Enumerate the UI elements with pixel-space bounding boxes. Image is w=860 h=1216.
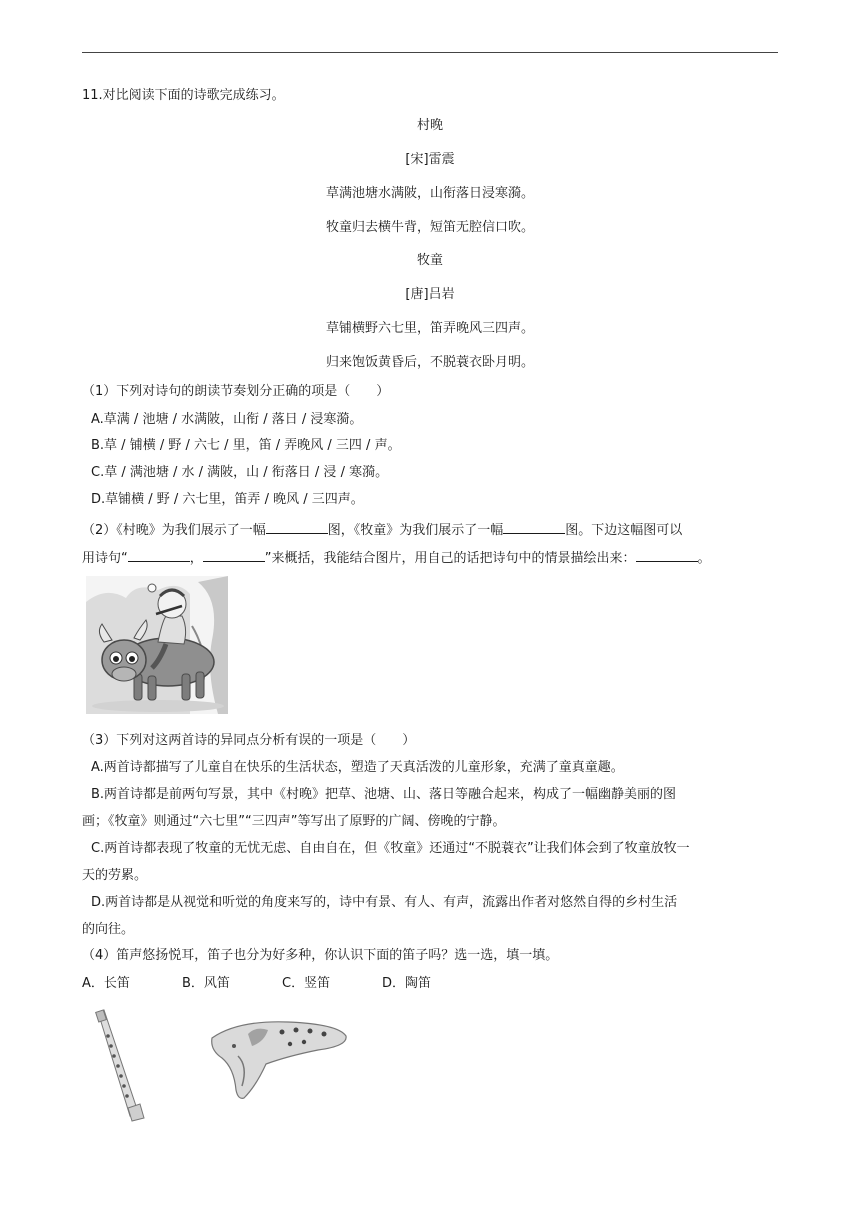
q2-text-7: 。 <box>697 551 711 566</box>
poem2-author: [唐]吕岩 <box>405 287 455 302</box>
q2-line1 <box>82 519 682 540</box>
q3-option-b-line1: B.两首诗都是前两句写景，其中《村晚》把草、池塘、山、落日等融合起来，构成了一幅幽静美丽的图 <box>91 787 677 802</box>
q4-option-d: D．陶笛 <box>382 976 432 991</box>
q3-option-c-line1: C.两首诗都表现了牧童的无忧无虑、自由自在，但《牧童》还通过“不脱蓑衣”让我们体会到了牧童放牧一 <box>91 841 690 856</box>
poem1-author: [宋]雷震 <box>405 152 455 167</box>
q2-text-4: 用诗句“ <box>82 551 128 566</box>
q3-option-d-line2: 的向往。 <box>82 922 135 937</box>
herd-boy-on-ox-illustration <box>86 576 228 714</box>
q4-option-c: C．竖笛 <box>282 976 331 991</box>
recorder-flute-image <box>90 1008 150 1122</box>
q2-text-3: 图。下边这幅图可以 <box>565 523 683 538</box>
q1-option-a: A.草满 / 池塘 / 水满陂，山衔 / 落日 / 浸寒漪。 <box>91 412 363 427</box>
q2-text-5: ， <box>189 551 203 566</box>
q2-text-6: ”来概括，我能结合图片，用自己的话把诗句中的情景描绘出来： <box>264 551 636 566</box>
q3-option-b-line2: 画；《牧童》则通过“六七里”“三四声”等写出了原野的广阔、傍晚的宁静。 <box>82 814 506 829</box>
q4-options <box>82 975 431 993</box>
q4-prompt: （4）笛声悠扬悦耳，笛子也分为好多种，你认识下面的笛子吗？选一选，填一填。 <box>82 948 559 963</box>
q1-option-c: C.草 / 满池塘 / 水 / 满陂，山 / 衔落日 / 浸 / 寒漪。 <box>91 465 389 480</box>
q4-option-a: A．长笛 <box>82 976 130 991</box>
poem1-title: 村晚 <box>416 118 443 133</box>
q1-option-b: B.草 / 铺横 / 野 / 六七 / 里，笛 / 弄晚风 / 三四 / 声。 <box>91 438 401 453</box>
q2-text-1: （2）《村晚》为我们展示了一幅 <box>82 523 266 538</box>
answer-blank[interactable] <box>266 519 328 534</box>
q1-option-d: D.草铺横 / 野 / 六七里，笛弄 / 晚风 / 三四声。 <box>91 492 364 507</box>
q1-prompt: （1）下列对诗句的朗读节奏划分正确的项是（ ） <box>82 384 390 399</box>
q3-option-a: A.两首诗都描写了儿童自在快乐的生活状态，塑造了天真活泼的儿童形象，充满了童真童趣。 <box>91 760 624 775</box>
question-stem: 11.对比阅读下面的诗歌完成练习。 <box>82 88 285 103</box>
header-rule <box>82 52 778 53</box>
q4-option-b: B．风笛 <box>182 976 230 991</box>
ocarina-image <box>208 1016 350 1102</box>
poem2-line1: 草铺横野六七里，笛弄晚风三四声。 <box>325 321 534 336</box>
poem2-title: 牧童 <box>416 253 443 268</box>
poem1-line2: 牧童归去横牛背，短笛无腔信口吹。 <box>325 220 534 235</box>
q3-option-d-line1: D.两首诗都是从视觉和听觉的角度来写的，诗中有景、有人、有声，流露出作者对悠然自得的乡村生活 <box>91 895 678 910</box>
answer-blank[interactable] <box>203 547 265 562</box>
q2-line2 <box>82 547 711 568</box>
q3-option-c-line2: 天的劳累。 <box>82 868 148 883</box>
answer-blank[interactable] <box>636 547 698 562</box>
poem2-line2: 归来饱饭黄昏后，不脱蓑衣卧月明。 <box>325 355 534 370</box>
q3-prompt: （3）下列对这两首诗的异同点分析有误的一项是（ ） <box>82 733 416 748</box>
answer-blank[interactable] <box>128 547 190 562</box>
poem1-line1: 草满池塘水满陂，山衔落日浸寒漪。 <box>325 186 534 201</box>
answer-blank[interactable] <box>503 519 565 534</box>
q2-text-2: 图，《牧童》为我们展示了一幅 <box>327 523 504 538</box>
